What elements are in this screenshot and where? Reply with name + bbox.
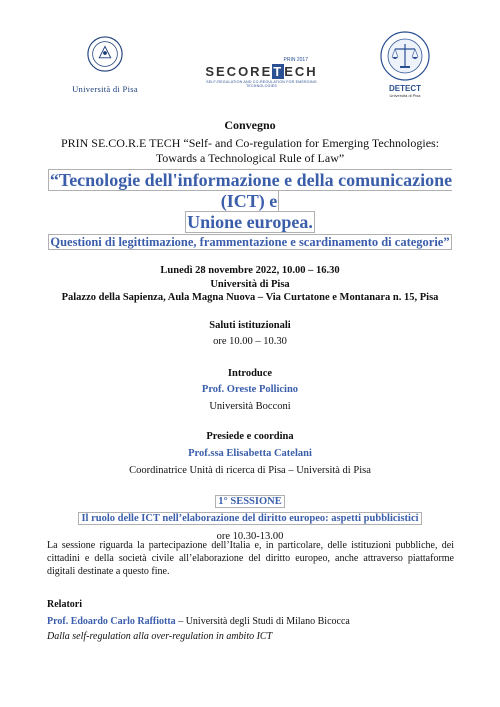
secore-tagline: SELF-REGULATION AND CO-REGULATION FOR EMERGING TECHNOLOGIES bbox=[206, 80, 317, 88]
prin-line-2: Towards a Technological Rule of Law” bbox=[155, 151, 345, 165]
relatori-label: Relatori bbox=[47, 599, 82, 610]
event-venue: Palazzo della Sapienza, Aula Magna Nuova – Via Curtatone e Montanara n. 15, Pisa bbox=[61, 292, 439, 303]
session-label bbox=[0, 495, 500, 509]
saluti-time: ore 10.00 – 10.30 bbox=[213, 336, 287, 347]
event-subtitle-text: Questioni di legittimazione, frammentazione e scardinamento di categorie” bbox=[50, 235, 450, 249]
event-university: Università di Pisa bbox=[210, 278, 290, 290]
session-title-text: Il ruolo delle ICT nell’elaborazione del diritto europeo: aspetti pubblicistici bbox=[78, 512, 421, 525]
presiede-label: Presiede e coordina bbox=[206, 431, 294, 442]
detect-logo bbox=[372, 30, 438, 102]
saluti-label: Saluti istituzionali bbox=[209, 319, 291, 331]
convegno-label: Convegno bbox=[224, 118, 276, 132]
relatori-entry bbox=[47, 615, 350, 628]
introduce-label: Introduce bbox=[227, 367, 273, 379]
session-time: ore 10.30-13.00 bbox=[216, 530, 284, 542]
secore-prin-label: PRIN 2017 bbox=[283, 57, 308, 63]
presiede-speaker: Prof.ssa Elisabetta Catelani bbox=[188, 447, 312, 459]
introduce-speaker: Prof. Oreste Pollicino bbox=[201, 384, 299, 395]
session-description: La sessione riguarda la partecipazione dell’Italia e, in particolare, delle istituzioni pubbliche, dei cittadini e della società civile all’elaborazione del diritto europeo, anche attraverso piattaforme digitali destinate a questo fine. bbox=[47, 540, 454, 577]
detect-subtitle: Università di Pisa bbox=[389, 93, 421, 98]
prin-line-1: PRIN SE.CO.R.E TECH “Self- and Co-regulation for Emerging Technologies: bbox=[60, 136, 440, 150]
detect-scales-icon bbox=[379, 30, 431, 82]
detect-name: DETECT bbox=[389, 84, 421, 93]
secore-wordmark: SECORETECH bbox=[205, 64, 318, 79]
session-label-text: 1° SESSIONE bbox=[215, 495, 284, 508]
secore-tech-logo bbox=[193, 57, 330, 93]
event-title bbox=[40, 170, 460, 233]
relatore-affiliation: – Università degli Studi di Milano Bicocca bbox=[175, 616, 350, 627]
relatore-speaker: Prof. Edoardo Carlo Raffiotta bbox=[47, 616, 176, 627]
presiede-affiliation: Coordinatrice Unità di ricerca di Pisa – Università di Pisa bbox=[129, 465, 371, 476]
relatore-talk-title: Dalla self-regulation alla over-regulation in ambito ICT bbox=[47, 631, 273, 642]
event-title-line-2: Unione europea. bbox=[187, 212, 313, 232]
unipisa-logo bbox=[63, 35, 147, 97]
session-title bbox=[0, 512, 500, 526]
introduce-affiliation: Università Bocconi bbox=[209, 400, 291, 412]
document-body bbox=[0, 118, 500, 543]
event-title-line-1: “Tecnologie dell'informazione e della comunicazione (ICT) e bbox=[49, 170, 453, 211]
unipisa-seal-icon bbox=[86, 35, 124, 73]
logo-bar bbox=[0, 30, 500, 102]
unipisa-name: Università di Pisa bbox=[72, 84, 138, 94]
event-date: Lunedì 28 novembre 2022, 10.00 – 16.30 bbox=[160, 265, 340, 276]
event-subtitle bbox=[0, 234, 500, 250]
